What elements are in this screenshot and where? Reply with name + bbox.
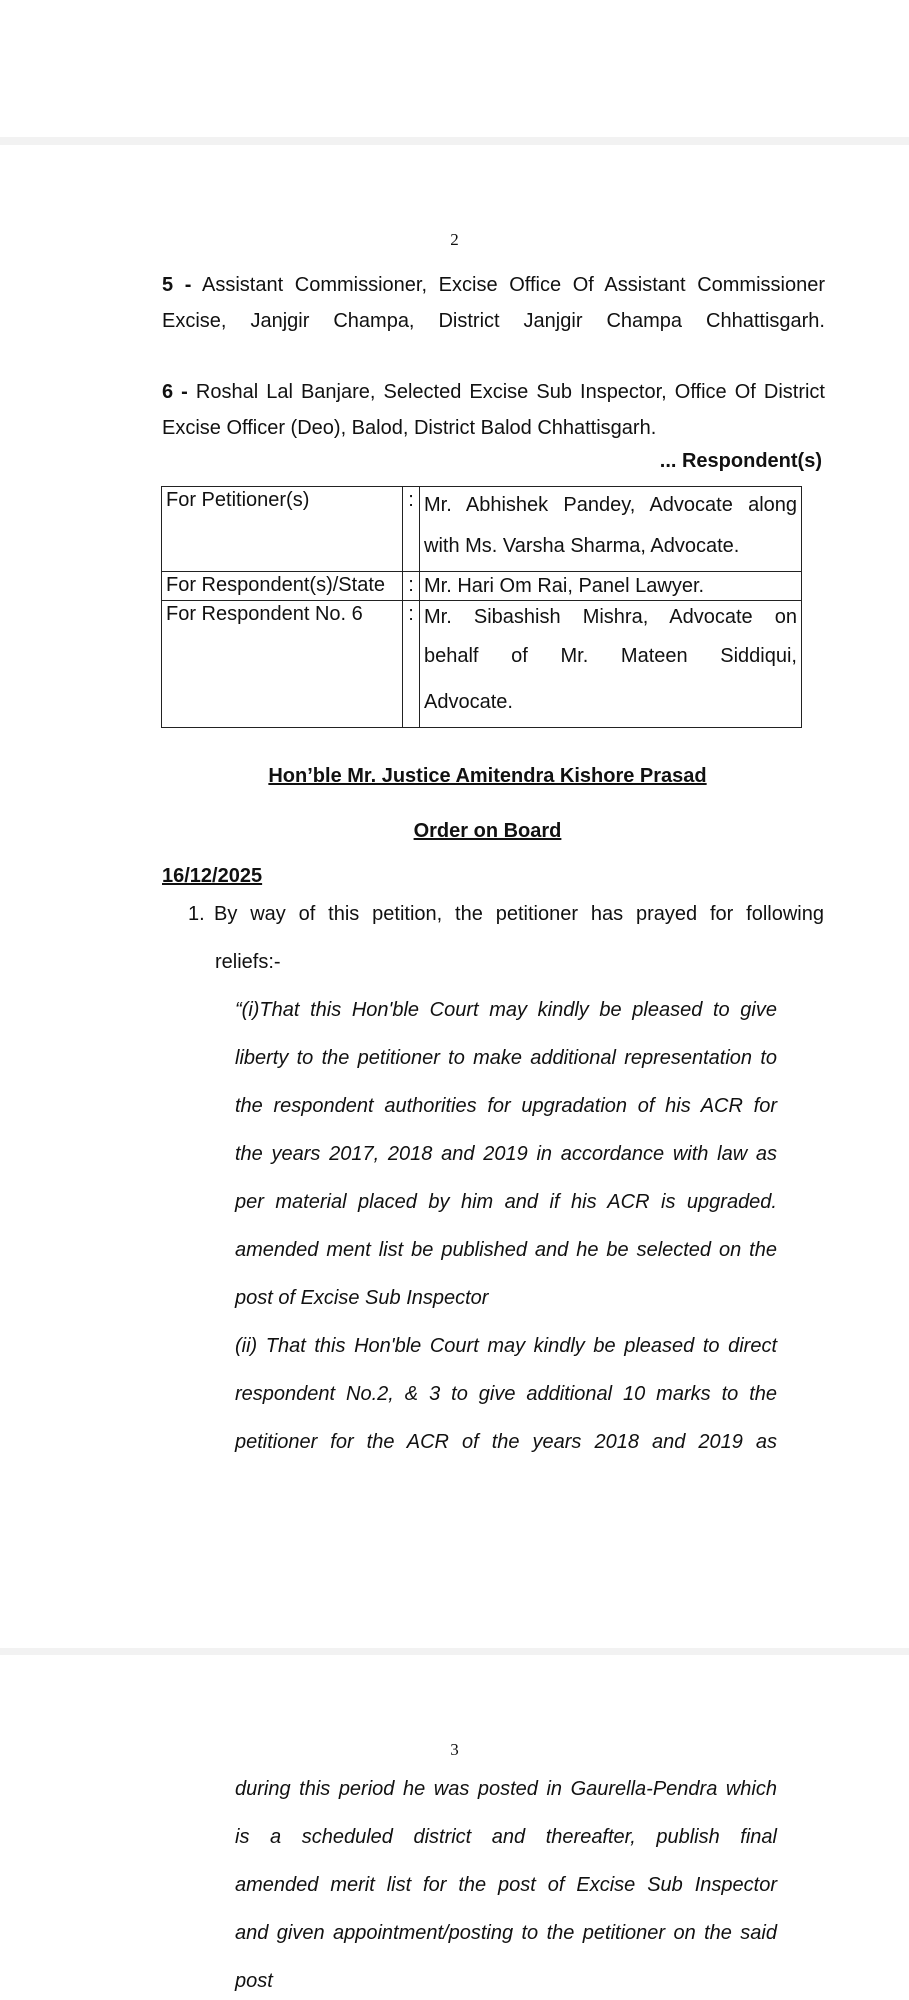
counsel-party: For Respondent(s)/State — [162, 572, 403, 601]
respondent-6-line-1: 6 - Roshal Lal Banjare, Selected Excise Sub Inspector, Office Of District — [162, 381, 825, 403]
counsel-colon: : — [403, 572, 420, 601]
counsel-names: Mr. Abhishek Pandey, Advocate along with Ms. Varsha Sharma, Advocate. — [420, 487, 802, 572]
counsel-party: For Respondent No. 6 — [162, 601, 403, 728]
respondent-label: ... Respondent(s) — [659, 450, 822, 472]
respondent-5 — [162, 267, 825, 339]
judge-name: Hon’ble Mr. Justice Amitendra Kishore Prasad — [268, 765, 707, 787]
counsel-colon: : — [403, 487, 420, 572]
counsel-colon: : — [403, 601, 420, 728]
relief-quote: “(i)That this Hon'ble Court may kindly be pleased to give liberty to the petitioner to make additional representation to the respondent authorities for upgradation of his ACR for the years 2017, 2018 and 2019 in accordance with law as per material placed by him and if his ACR is upgraded. amended ment list be published and he be selected on the post of Excise Sub Inspector (ii) That this Hon'ble Court may kindly be pleased to direct respondent No.2, & 3 to give additional 10 marks to the petitioner for the ACR of the years 2018 and 2019 as — [235, 999, 777, 1453]
respondent-6-line-2: Excise Officer (Deo), Balod, District Balod Chhattisgarh. — [162, 417, 657, 439]
respondent-6 — [162, 374, 825, 446]
counsel-table — [161, 486, 802, 728]
next-document-page — [0, 1655, 909, 2000]
page-number: 2 — [450, 230, 459, 249]
order-title: Order on Board — [413, 820, 562, 842]
page-number: 3 — [450, 1740, 459, 1759]
paragraph-1-line-1: By way of this petition, the petitioner has prayed for following — [214, 903, 824, 925]
document-page — [0, 145, 909, 1648]
relief-quote-continued: during this period he was posted in Gaurella-Pendra which is a scheduled district and thereafter, publish final amended merit list for the post of Excise Sub Inspector and given appointment/posting to the petitioner on the said post — [235, 1778, 777, 1992]
counsel-row-state — [162, 572, 802, 601]
counsel-row-petitioner — [162, 487, 802, 572]
counsel-party: For Petitioner(s) — [162, 487, 403, 572]
counsel-names: Mr. Sibashish Mishra, Advocate on behalf of Mr. Mateen Siddiqui, Advocate. — [420, 601, 802, 728]
respondent-5-line-2: Excise, Janjgir Champa, District Janjgir Champa Chhattisgarh. — [162, 310, 825, 332]
counsel-row-respondent-6 — [162, 601, 802, 728]
order-date: 16/12/2025 — [162, 865, 263, 887]
previous-page-fragment — [0, 0, 909, 137]
paragraph-1-line-2: reliefs:- — [215, 951, 281, 973]
respondent-5-line-1: 5 - Assistant Commissioner, Excise Office Of Assistant Commissioner — [162, 274, 825, 296]
counsel-names: Mr. Hari Om Rai, Panel Lawyer. — [420, 572, 802, 601]
paragraph-number: 1. — [188, 903, 205, 925]
